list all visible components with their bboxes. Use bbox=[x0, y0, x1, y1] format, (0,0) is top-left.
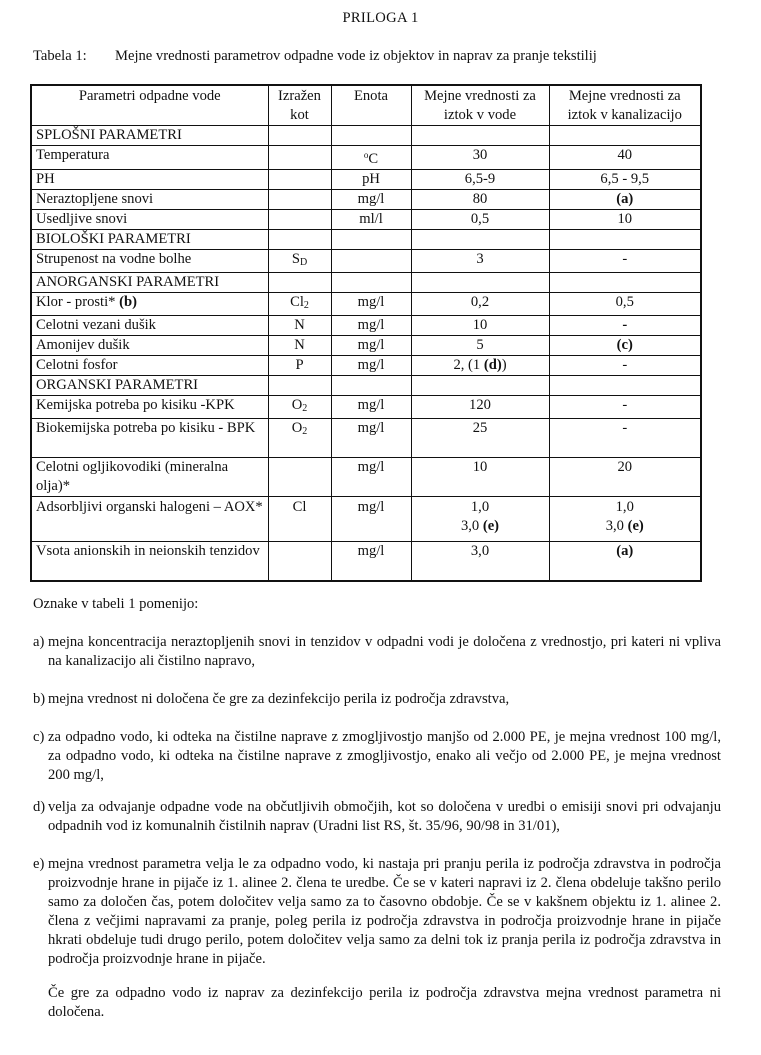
table-caption bbox=[33, 48, 753, 65]
note-marker: c) bbox=[33, 729, 45, 745]
cell-limit-water: 5 bbox=[411, 336, 549, 356]
cell-expressed-as: P bbox=[268, 356, 331, 376]
notes-intro: Oznake v tabeli 1 pomenijo: bbox=[33, 596, 199, 612]
cell-parameter: Celotni fosfor bbox=[31, 356, 268, 376]
cell-unit bbox=[331, 250, 411, 273]
cell-expressed-as bbox=[268, 458, 331, 497]
cell-parameter: SPLOŠNI PARAMETRI bbox=[31, 126, 268, 146]
note-text: mejna vrednost parametra velja le za odpadno vodo, ki nastaja pri pranju perila iz področja zdravstva in področja proizvodnje hrane in pijače iz 1. alinee 2. člena te uredbe. Če se v kateri napravi iz 2. člena obdeluje takšno perilo samo za določen čas, potem določitev velja samo za to časovno obdobje. Če se v kakšnem objektu iz 1. alinee 2. člena z večjimi napravami za pranje, poleg perila iz področja zdravstva in področja proizvodnje hrane in pijače hkrati obdeluje tudi drugo perilo, potem določitev velja samo za delni tok iz pranja perila iz področja zdravstva in področja proizvodnje hrane in pijače. bbox=[48, 856, 721, 967]
cell-unit: mg/l bbox=[331, 190, 411, 210]
table-row bbox=[31, 396, 701, 419]
cell-limit-sewer: 10 bbox=[549, 210, 701, 230]
note-item bbox=[33, 855, 721, 969]
closing-note-text: Če gre za odpadno vodo iz naprav za dezinfekcijo perila iz področja zdravstva mejna vrednost parametra ni določena. bbox=[48, 985, 721, 1020]
cell-limit-water: 1,0 3,0 (e) bbox=[411, 497, 549, 542]
cell-unit: mg/l bbox=[331, 497, 411, 542]
cell-limit-sewer: 20 bbox=[549, 458, 701, 497]
table-row bbox=[31, 210, 701, 230]
limit-values-table bbox=[30, 84, 702, 582]
cell-parameter: ANORGANSKI PARAMETRI bbox=[31, 273, 268, 293]
cell-limit-water: 30 bbox=[411, 146, 549, 170]
cell-unit: $^o$C bbox=[331, 146, 411, 170]
cell-parameter: Usedljive snovi bbox=[31, 210, 268, 230]
cell-expressed-as bbox=[268, 210, 331, 230]
cell-limit-sewer: 40 bbox=[549, 146, 701, 170]
cell-parameter: Adsorbljivi organski halogeni – AOX* bbox=[31, 497, 268, 542]
table-row bbox=[31, 146, 701, 170]
cell-limit-sewer: - bbox=[549, 419, 701, 458]
note-item bbox=[33, 690, 721, 709]
cell-limit-water: 10 bbox=[411, 316, 549, 336]
cell-parameter: Kemijska potreba po kisiku -KPK bbox=[31, 396, 268, 419]
note-marker: d) bbox=[33, 799, 46, 815]
note-marker: b) bbox=[33, 691, 46, 707]
table-header-row bbox=[31, 85, 701, 126]
cell-expressed-as bbox=[268, 542, 331, 582]
table-row bbox=[31, 356, 701, 376]
cell-limit-water: 80 bbox=[411, 190, 549, 210]
cell-unit: mg/l bbox=[331, 356, 411, 376]
cell-unit: mg/l bbox=[331, 458, 411, 497]
cell-parameter: Celotni vezani dušik bbox=[31, 316, 268, 336]
cell-expressed-as: N bbox=[268, 316, 331, 336]
cell-unit: ml/l bbox=[331, 210, 411, 230]
cell-unit: mg/l bbox=[331, 396, 411, 419]
cell-limit-water: 3,0 bbox=[411, 542, 549, 582]
table-caption-text: Mejne vrednosti parametrov odpadne vode iz objektov in naprav za pranje tekstilij bbox=[115, 48, 597, 64]
cell-parameter: Neraztopljene snovi bbox=[31, 190, 268, 210]
cell-limit-water: 2, (1 (d)) bbox=[411, 356, 549, 376]
table-row bbox=[31, 170, 701, 190]
table-row bbox=[31, 458, 701, 497]
cell-limit-water: 120 bbox=[411, 396, 549, 419]
cell-expressed-as: $S_D$ bbox=[268, 250, 331, 273]
header-limit-sewer: Mejne vrednosti za iztok v kanalizacijo bbox=[549, 85, 701, 126]
header-parameter: Parametri odpadne vode bbox=[31, 85, 268, 126]
table-row bbox=[31, 250, 701, 273]
cell-expressed-as: Cl bbox=[268, 497, 331, 542]
cell-limit-sewer: - bbox=[549, 250, 701, 273]
cell-parameter: Celotni ogljikovodiki (mineralna olja)* bbox=[31, 458, 268, 497]
cell-limit-sewer: - bbox=[549, 316, 701, 336]
header-limit-water: Mejne vrednosti za iztok v vode bbox=[411, 85, 549, 126]
cell-limit-sewer: (a) bbox=[549, 190, 701, 210]
cell-parameter: BIOLOŠKI PARAMETRI bbox=[31, 230, 268, 250]
note-marker: a) bbox=[33, 634, 45, 650]
cell-parameter: Vsota anionskih in neionskih tenzidov bbox=[31, 542, 268, 582]
table-row bbox=[31, 542, 701, 582]
cell-limit-water: 0,2 bbox=[411, 293, 549, 316]
cell-expressed-as bbox=[268, 170, 331, 190]
cell-parameter: Klor - prosti* (b) bbox=[31, 293, 268, 316]
cell-limit-sewer: 1,0 3,0 (e) bbox=[549, 497, 701, 542]
note-text: mejna vrednost ni določena če gre za dezinfekcijo perila iz področja zdravstva, bbox=[48, 691, 510, 707]
cell-limit-water: 6,5-9 bbox=[411, 170, 549, 190]
cell-expressed-as: $Cl_2$ bbox=[268, 293, 331, 316]
cell-parameter: Biokemijska potreba po kisiku - BPK bbox=[31, 419, 268, 458]
table-section-row bbox=[31, 126, 701, 146]
note-item bbox=[33, 633, 721, 671]
cell-limit-sewer: - bbox=[549, 356, 701, 376]
note-item bbox=[33, 728, 721, 785]
unit-celsius-c: C bbox=[368, 151, 379, 167]
table-row bbox=[31, 293, 701, 316]
cell-limit-sewer: - bbox=[549, 396, 701, 419]
cell-unit: mg/l bbox=[331, 336, 411, 356]
cell-limit-water: 0,5 bbox=[411, 210, 549, 230]
header-unit: Enota bbox=[331, 85, 411, 126]
cell-limit-water: 10 bbox=[411, 458, 549, 497]
header-expressed-as: Izražen kot bbox=[268, 85, 331, 126]
cell-expressed-as: $O_2$ bbox=[268, 396, 331, 419]
cell-unit: mg/l bbox=[331, 293, 411, 316]
cell-limit-water: 25 bbox=[411, 419, 549, 458]
closing-note bbox=[33, 984, 721, 1022]
table-section-row bbox=[31, 273, 701, 293]
cell-parameter: PH bbox=[31, 170, 268, 190]
cell-parameter: Temperatura bbox=[31, 146, 268, 170]
table-row bbox=[31, 497, 701, 542]
note-text: velja za odvajanje odpadne vode na občutljivih območjih, kot so določena v uredbi o emisiji snovi pri odvajanju odpadnih vod iz komunalnih čistilnih naprav (Uradni list RS, št. 35/96, 90/98 in 31/01), bbox=[48, 799, 721, 834]
table-section-row bbox=[31, 230, 701, 250]
cell-parameter: Strupenost na vodne bolhe bbox=[31, 250, 268, 273]
cell-limit-sewer: 0,5 bbox=[549, 293, 701, 316]
cell-unit: mg/l bbox=[331, 316, 411, 336]
cell-limit-water: 3 bbox=[411, 250, 549, 273]
cell-parameter: Amonijev dušik bbox=[31, 336, 268, 356]
table-row bbox=[31, 419, 701, 458]
table-caption-label: Tabela 1: bbox=[33, 48, 87, 64]
cell-unit: pH bbox=[331, 170, 411, 190]
cell-unit: mg/l bbox=[331, 419, 411, 458]
table-row bbox=[31, 190, 701, 210]
note-text: mejna koncentracija neraztopljenih snovi in tenzidov v odpadni vodi je določena z vrednostjo, pri kateri ni vpliva na kanalizacijo ali čistilno napravo, bbox=[48, 634, 721, 669]
page-header: PRILOGA 1 bbox=[342, 10, 419, 26]
note-text: za odpadno vodo, ki odteka na čistilne naprave z zmogljivostjo manjšo od 2.000 PE, je mejna vrednost 100 mg/l, za odpadno vodo, ki odteka na čistilne naprave z zmogljivostjo, enako ali večjo od 2.000 PE, je mejna vrednost 200 mg/l, bbox=[48, 729, 721, 783]
cell-expressed-as: $O_2$ bbox=[268, 419, 331, 458]
table-row bbox=[31, 336, 701, 356]
cell-expressed-as bbox=[268, 190, 331, 210]
cell-unit: mg/l bbox=[331, 542, 411, 582]
cell-expressed-as bbox=[268, 146, 331, 170]
cell-expressed-as: N bbox=[268, 336, 331, 356]
cell-limit-sewer: (c) bbox=[549, 336, 701, 356]
note-item bbox=[33, 798, 721, 836]
note-marker: e) bbox=[33, 856, 45, 872]
cell-limit-sewer: (a) bbox=[549, 542, 701, 582]
cell-limit-sewer: 6,5 - 9,5 bbox=[549, 170, 701, 190]
table-section-row bbox=[31, 376, 701, 396]
table-row bbox=[31, 316, 701, 336]
cell-parameter: ORGANSKI PARAMETRI bbox=[31, 376, 268, 396]
